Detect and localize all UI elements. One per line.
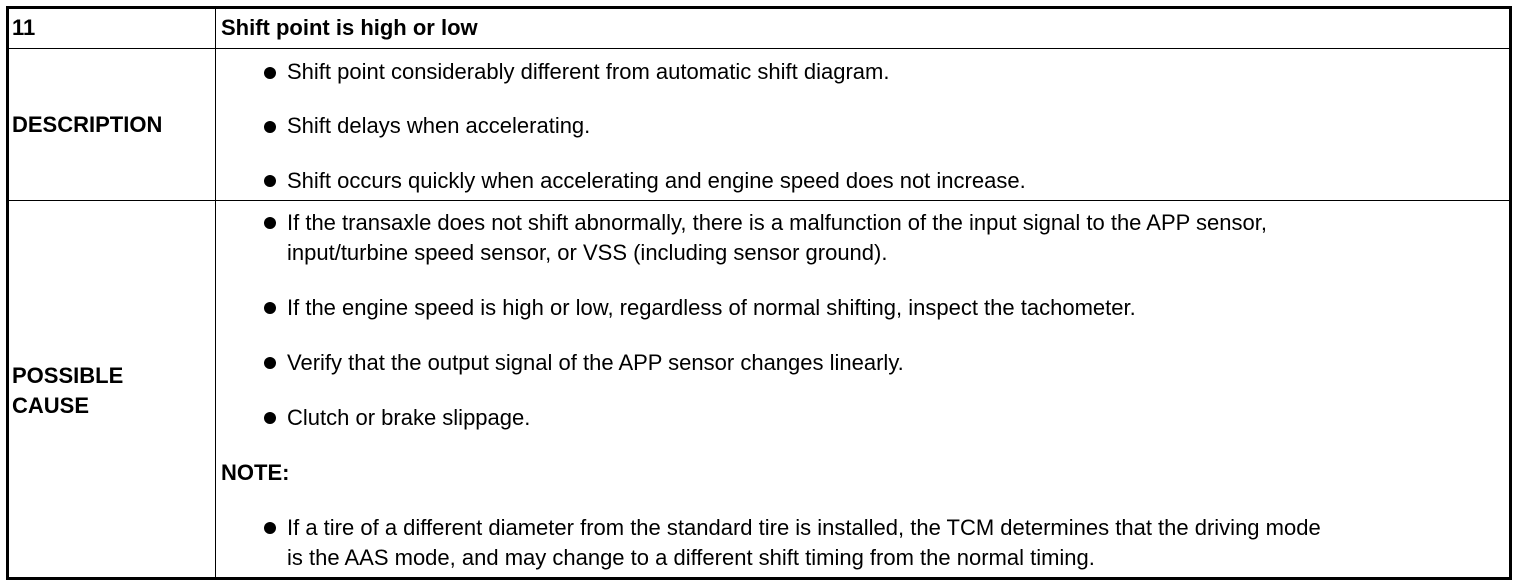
bullet-icon [264, 302, 276, 314]
cause-item-line2: input/turbine speed sensor, or VSS (including sensor ground). [287, 240, 888, 265]
bullet-icon [264, 522, 276, 534]
cause-item-line1: Verify that the output signal of the APP sensor changes linearly. [287, 350, 904, 375]
description-item: Shift point considerably different from automatic shift diagram. [287, 59, 890, 84]
table-title: Shift point is high or low [221, 15, 478, 40]
bullet-icon [264, 121, 276, 133]
possible-cause-label-line2: CAUSE [12, 393, 90, 418]
bullet-icon [264, 412, 276, 424]
cause-item-line1: Clutch or brake slippage. [287, 405, 531, 430]
header-row-divider [9, 48, 1509, 49]
note-item-line2: is the AAS mode, and may change to a different shift timing from the normal timing. [287, 545, 1095, 570]
bullet-icon [264, 217, 276, 229]
description-label: DESCRIPTION [12, 112, 163, 137]
bullet-icon [264, 175, 276, 187]
cause-item-line1: If the transaxle does not shift abnormally, there is a malfunction of the input signal to the APP sensor, [287, 210, 1267, 235]
bullet-icon [264, 67, 276, 79]
note-label: NOTE: [221, 460, 290, 485]
table-number: 11 [12, 15, 36, 40]
possible-cause-label-line1: POSSIBLE [12, 363, 124, 388]
column-divider [215, 9, 216, 577]
description-item: Shift occurs quickly when accelerating and engine speed does not increase. [287, 168, 1026, 193]
description-row-divider [9, 200, 1509, 201]
description-item: Shift delays when accelerating. [287, 113, 591, 138]
cause-item-line1: If the engine speed is high or low, regardless of normal shifting, inspect the tachometer. [287, 295, 1136, 320]
bullet-icon [264, 357, 276, 369]
note-item-line1: If a tire of a different diameter from the standard tire is installed, the TCM determines that the driving mode [287, 515, 1321, 540]
